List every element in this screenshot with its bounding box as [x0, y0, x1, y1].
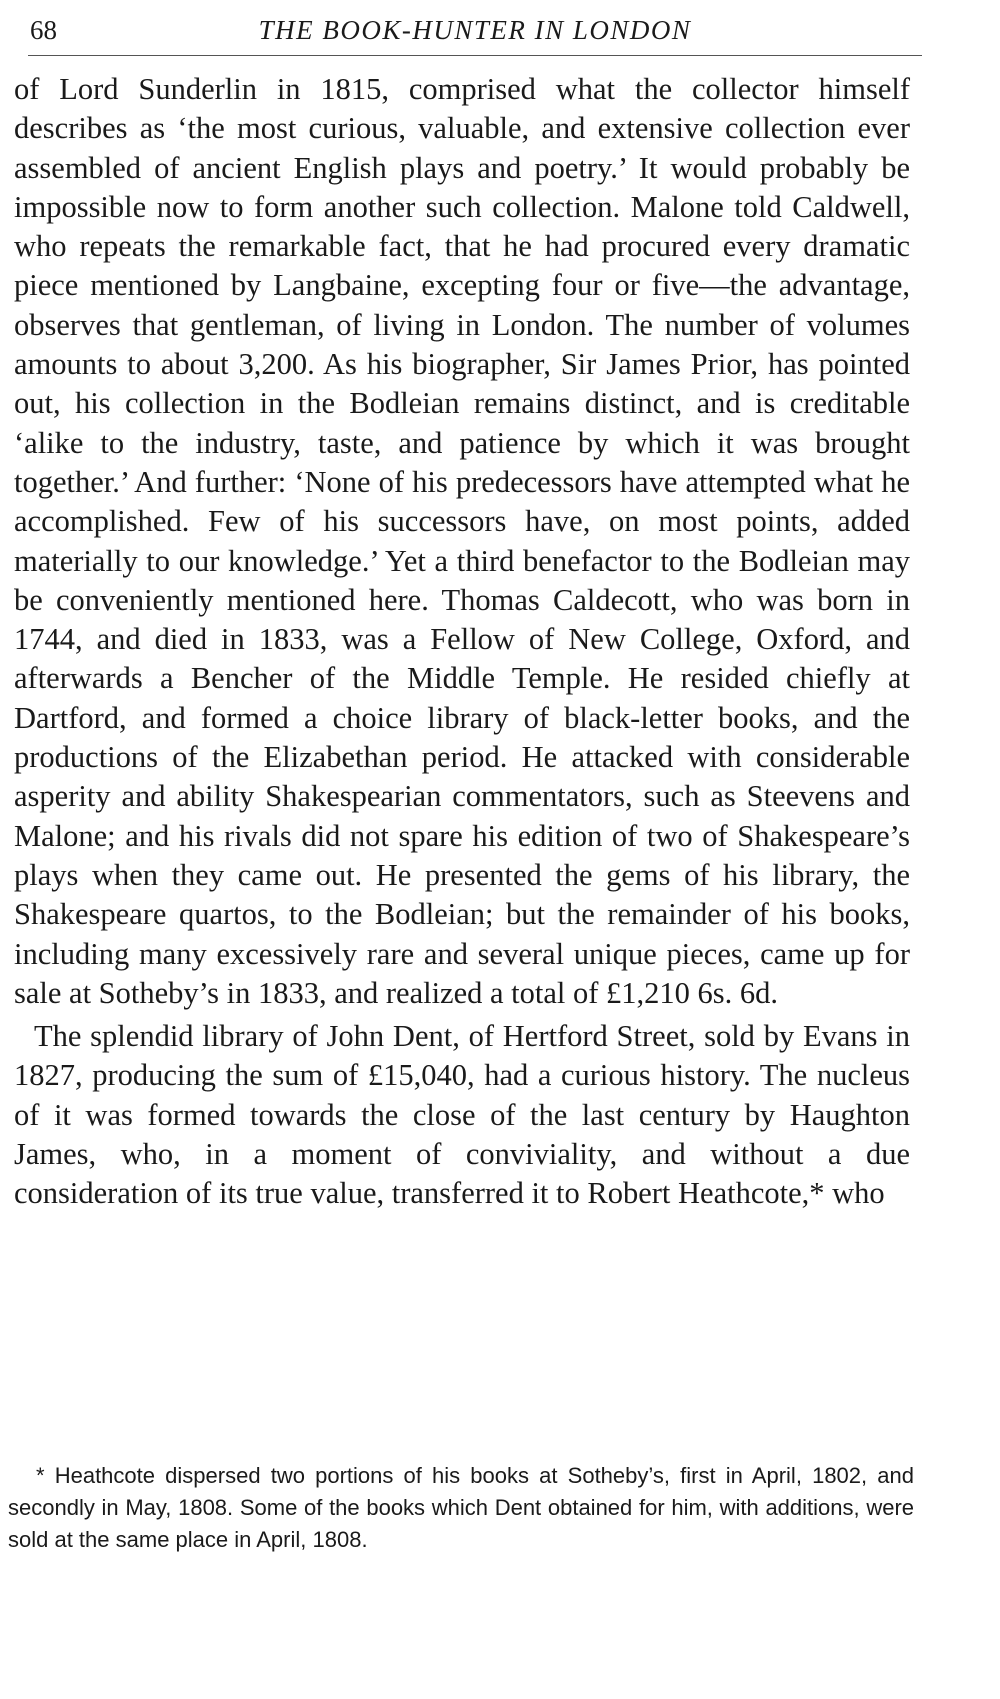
body-text: [14, 70, 910, 1214]
footnote: * Heathcote dispersed two portions of his books at Sotheby’s, first in April, 1802, and secondly in May, 1808. Some of the books which Dent obtained for him, with additions, were sold at the same place in April, 1808.: [8, 1463, 914, 1552]
page-number: 68: [30, 15, 57, 45]
running-title: THE BOOK-HUNTER IN LONDON: [258, 15, 692, 45]
header-rule: [28, 55, 922, 56]
running-head: [30, 12, 920, 52]
paragraph-dent-library: The splendid library of John Dent, of Hertford Street, sold by Evans in 1827, producing the sum of £15,040, had a curious history. The nucleus of it was formed towards the close of the last century by Haughton James, who, in a moment of conviviality, and without a due consideration of its true value, transferred it to Robert Heathcote,* who: [14, 1019, 910, 1211]
paragraph-continued: of Lord Sunderlin in 1815, comprised what the collector himself describes as ‘the most curious, valuable, and extensive collection ever assembled of ancient English plays and poetry.’ It would probably be impossible now to form another such collection. Malone told Caldwell, who repeats the remarkable fact, that he had procured every dramatic piece mentioned by Langbaine, excepting four or five—the advantage, observes that gentleman, of living in London. The number of volumes amounts to about 3,200. As his biographer, Sir James Prior, has pointed out, his collection in the Bodleian remains distinct, and is creditable ‘alike to the industry, taste, and patience by which it was brought together.’ And further: ‘None of his predecessors have attempted what he accomplished. Few of his successors have, on most points, added materially to our knowledge.’ Yet a third benefactor to the Bodleian may be conveniently mentioned here. Thomas Caldecott, who was born in 1744, and died in 1833, was a Fellow of New College, Oxford, and afterwards a Bencher of the Middle Temple. He resided chiefly at Dartford, and formed a choice library of black-letter books, and the productions of the Elizabethan period. He attacked with considerable asperity and ability Shakespearian commentators, such as Steevens and Malone; and his rivals did not spare his edition of two of Shakespeare’s plays when they came out. He presented the gems of his library, the Shakespeare quartos, to the Bodleian; but the remainder of his books, including many excessively rare and several unique pieces, came up for sale at Sotheby’s in 1833, and realized a total of £1,210 6s. 6d.: [14, 72, 910, 1010]
